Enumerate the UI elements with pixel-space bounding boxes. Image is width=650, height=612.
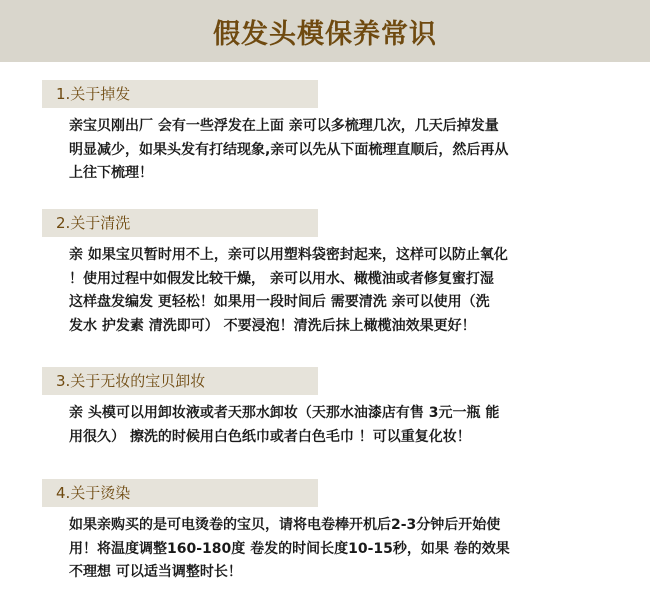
section-heading: 4.关于烫染 — [56, 484, 131, 502]
section-heading: 1.关于掉发 — [56, 85, 131, 103]
page-title: 假发头模保养常识 — [213, 18, 437, 50]
body-line: 用很久） 擦洗的时候用白色纸巾或者白色毛巾 ！可以重复化妆！ — [69, 428, 471, 445]
body-line: 亲 如果宝贝暂时用不上，亲可以用塑料袋密封起来，这样可以防止氧化 — [69, 247, 508, 263]
section-body — [69, 402, 599, 449]
body-line: 发水 护发素 清洗即可） 不要浸泡！清洗后抹上橄榄油效果更好！ — [69, 317, 476, 334]
section-heading: 2.关于清洗 — [56, 214, 131, 232]
body-line: 不理想 可以适当调整时长！ — [69, 564, 242, 580]
section-body — [69, 115, 599, 186]
body-line: 这样盘发编发 更轻松！如果用一段时间后 需要清洗 亲可以使用（洗 — [69, 294, 490, 310]
section-heading: 3.关于无妆的宝贝卸妆 — [56, 372, 206, 390]
body-line: 亲宝贝刚出厂 会有一些浮发在上面 亲可以多梳理几次，几天后掉发量 — [69, 118, 499, 134]
body-line: 亲 头模可以用卸妆液或者天那水卸妆（天那水油漆店有售 3元一瓶 能 — [69, 405, 500, 421]
section-body — [69, 244, 599, 338]
body-line: 明显减少，如果头发有打结现象,亲可以先从下面梳理直顺后，然后再从 — [69, 141, 509, 158]
body-line: 上往下梳理！ — [69, 165, 153, 181]
section-body — [69, 514, 599, 585]
body-line: ！使用过程中如假发比较干燥， 亲可以用水、橄榄油或者修复蜜打湿 — [69, 270, 494, 287]
title-banner — [0, 0, 650, 62]
body-line: 如果亲购买的是可电烫卷的宝贝，请将电卷棒开机后2-3分钟后开始使 — [69, 517, 501, 533]
body-line: 用！将温度调整160-180度 卷发的时间长度10-15秒，如果 卷的效果 — [69, 540, 510, 557]
